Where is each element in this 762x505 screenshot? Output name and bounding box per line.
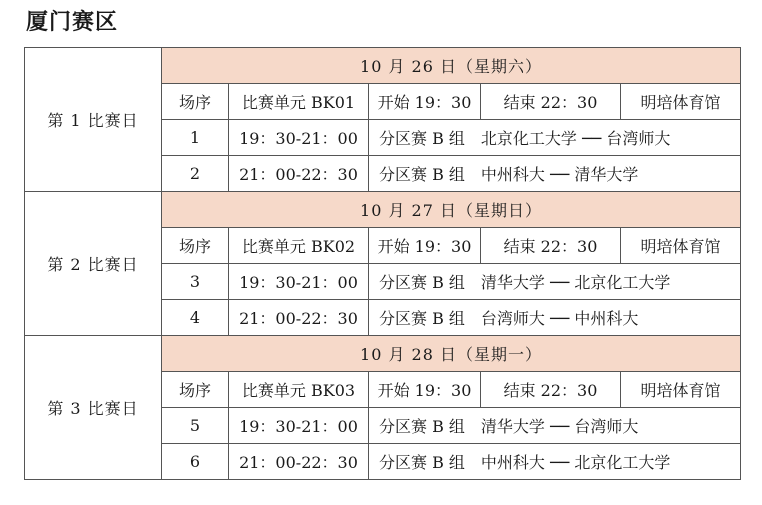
session-unit: 比赛单元 BK03: [229, 372, 369, 408]
game-matchup: 分区赛 B 组 北京化工大学 ── 台湾师大: [369, 120, 741, 156]
venue: 明培体育馆: [621, 228, 741, 264]
game-time: 21：00-22：30: [229, 300, 369, 336]
date-row: [25, 336, 741, 372]
session-unit: 比赛单元 BK02: [229, 228, 369, 264]
session-unit: 比赛单元 BK01: [229, 84, 369, 120]
game-seq: 3: [162, 264, 229, 300]
start-time: 开始 19：30: [369, 228, 481, 264]
game-matchup: 分区赛 B 组 中州科大 ── 北京化工大学: [369, 444, 741, 480]
schedule-table: [24, 47, 741, 480]
match-date: 10 月 28 日（星期一）: [162, 336, 741, 372]
game-seq: 6: [162, 444, 229, 480]
end-time: 结束 22：30: [481, 84, 621, 120]
game-matchup: 分区赛 B 组 台湾师大 ── 中州科大: [369, 300, 741, 336]
game-seq: 1: [162, 120, 229, 156]
match-day-label: 第 1 比赛日: [25, 48, 162, 192]
end-time: 结束 22：30: [481, 372, 621, 408]
game-seq: 4: [162, 300, 229, 336]
game-time: 21：00-22：30: [229, 444, 369, 480]
date-row: [25, 192, 741, 228]
end-time: 结束 22：30: [481, 228, 621, 264]
match-date: 10 月 27 日（星期日）: [162, 192, 741, 228]
match-date: 10 月 26 日（星期六）: [162, 48, 741, 84]
match-day-label: 第 3 比赛日: [25, 336, 162, 480]
game-matchup: 分区赛 B 组 清华大学 ── 北京化工大学: [369, 264, 741, 300]
date-row: [25, 48, 741, 84]
game-matchup: 分区赛 B 组 清华大学 ── 台湾师大: [369, 408, 741, 444]
match-day-label: 第 2 比赛日: [25, 192, 162, 336]
game-seq: 5: [162, 408, 229, 444]
game-matchup: 分区赛 B 组 中州科大 ── 清华大学: [369, 156, 741, 192]
game-time: 19：30-21：00: [229, 264, 369, 300]
seq-header: 场序: [162, 228, 229, 264]
venue: 明培体育馆: [621, 84, 741, 120]
game-time: 19：30-21：00: [229, 408, 369, 444]
start-time: 开始 19：30: [369, 84, 481, 120]
region-title: 厦门赛区: [26, 10, 119, 35]
game-time: 19：30-21：00: [229, 120, 369, 156]
start-time: 开始 19：30: [369, 372, 481, 408]
game-seq: 2: [162, 156, 229, 192]
seq-header: 场序: [162, 84, 229, 120]
venue: 明培体育馆: [621, 372, 741, 408]
game-time: 21：00-22：30: [229, 156, 369, 192]
seq-header: 场序: [162, 372, 229, 408]
